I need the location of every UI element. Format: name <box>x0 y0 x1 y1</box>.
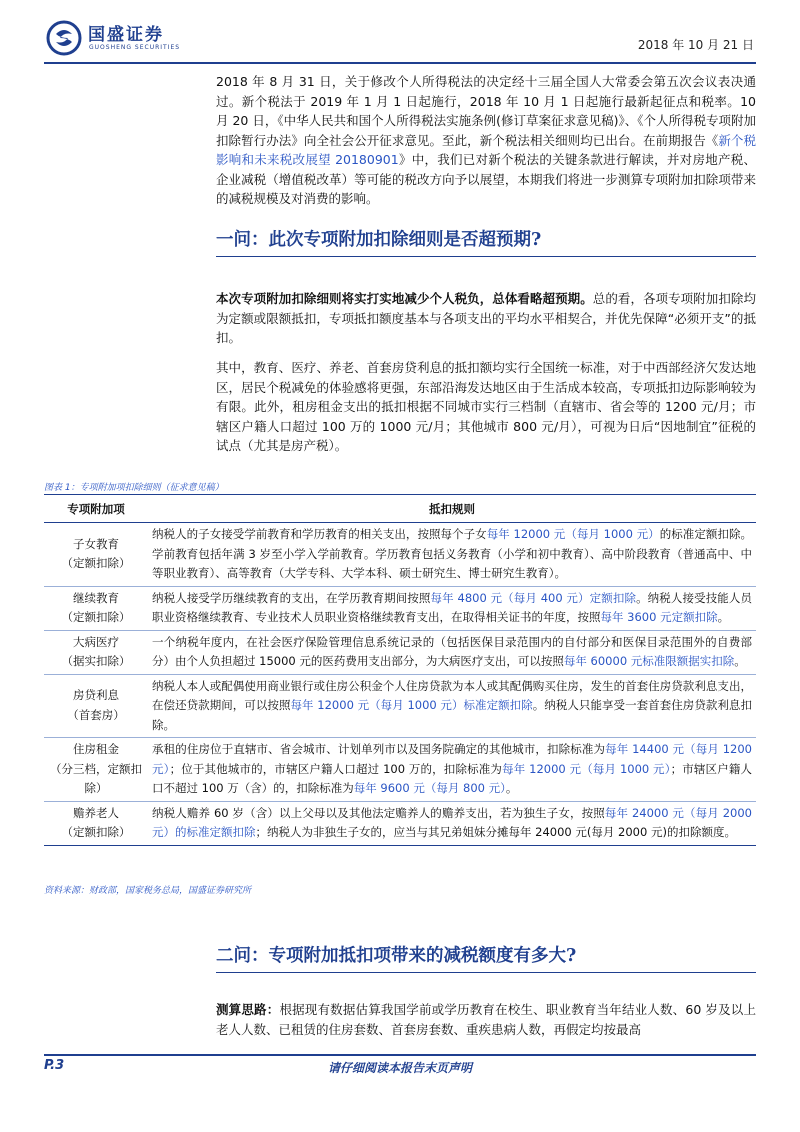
intro-text-1: 2018 年 8 月 31 日，关于修改个人所得税法的决定经十三届全国人大常委会第五次会议表决通过。新个税法于 2019 年 1 月 1 日起施行，2018 年 10 月 1 日起施行最新起征点和税率。10 月 20 日，《中华人民共和国个人所得税法实施条例(修订草案征求意见稿)》、《个人所得税专项附加扣除暂行办法》向全社会公开征求意见。至此，新个税法相关细则均已出台。在前期报告《 <box>216 74 756 148</box>
brand-name-en: GUOSHENG SECURITIES <box>89 44 181 51</box>
deduction-amount: 每年 12000 元（每月 1000 元） <box>502 761 671 776</box>
section1-key-point: 本次专项附加扣除细则将实打实地减少个人税负，总体看略超预期。 <box>216 291 593 306</box>
row-item-name: 房贷利息 （首套房） <box>44 674 148 738</box>
page-number: P.3 <box>44 1058 65 1073</box>
table-row-housing-rent <box>44 738 756 802</box>
section1-paragraph-1 <box>216 289 756 348</box>
column-header-rule: 抵扣规则 <box>148 495 756 523</box>
intro-text-2: 》中，我们已对新个税法的关键条款进行解读，并对房地产税、企业减税（增值税改革）等可能的税改方向予以展望，本期我们将进一步测算专项附加扣除项带来的减税规模及对消费的影响。 <box>216 152 756 206</box>
deduction-rules-table <box>44 494 756 846</box>
table-row-continuing-education <box>44 586 756 630</box>
row-rule: 纳税人接受学历继续教育的支出，在学历教育期间按照每年 4800 元（每月 400 元）定额扣除。纳税人接受技能人员职业资格继续教育、专业技术人员职业资格继续教育支出，在取得相关证书的年度，按照每年 3600 元定额扣除。 <box>148 586 756 630</box>
row-item-name: 赡养老人 （定额扣除） <box>44 801 148 845</box>
section1-paragraph-2: 其中，教育、医疗、养老、首套房贷利息的抵扣额均实行全国统一标准，对于中西部经济欠发达地区，居民个税减免的体验感将更强，东部沿海发达地区由于生活成本较高，专项抵扣边际影响较为有限。此外，租房租金支出的抵扣根据不同城市实行三档制（直辖市、省会等的 1200 元/月；市辖区户籍人口超过 100 万的 1000 元/月；其他城市 800 元/月），可视为日后“因地制宜”征税的试点（尤其是房产税）。 <box>216 360 756 453</box>
row-rule: 一个纳税年度内，在社会医疗保险管理信息系统记录的（包括医保目录范围内的自付部分和医保目录范围外的自费部分）由个人负担超过 15000 元的医药费用支出部分，为大病医疗支出，可以按照每年 60000 元标准限额据实扣除。 <box>148 630 756 674</box>
intro-paragraph <box>216 72 756 209</box>
table-row-serious-illness <box>44 630 756 674</box>
section2-text-1: 根据现有数据估算我国学前或学历教育在校生、职业教育当年结业人数、60 岁及以上老人人数、已租赁的住房套数、首套房套数、重疾患病人数，再假定均按最高 <box>216 1002 756 1037</box>
guosheng-logo-icon <box>46 20 82 56</box>
row-rule: 纳税人赡养 60 岁（含）以上父母以及其他法定赡养人的赡养支出，若为独生子女，按照每年 24000 元（每月 2000 元）的标准定额扣除；纳税人为非独生子女的，应当与其兄弟姐妹分摊每年 24000 元(每月 2000 元)的扣除额度。 <box>148 801 756 845</box>
table-row-elderly-support <box>44 801 756 845</box>
column-header-item: 专项附加项 <box>44 495 148 523</box>
section1-title: 一问：此次专项附加扣除细则是否超预期? <box>216 230 542 250</box>
table-caption: 图表 1：专项附加项扣除细则（征求意见稿） <box>44 483 224 493</box>
disclaimer-note: 请仔细阅读本报告末页声明 <box>327 1061 472 1075</box>
row-item-name: 住房租金 （分三档，定额扣除） <box>44 738 148 802</box>
deduction-amount: 每年 12000 元（每月 1000 元）标准定额扣除 <box>290 698 533 712</box>
brand-name: 国盛证券 <box>88 25 164 45</box>
table-source: 资料来源：财政部，国家税务总局，国盛证券研究所 <box>44 886 252 896</box>
row-rule: 纳税人本人或配偶使用商业银行或住房公积金个人住房贷款为本人或其配偶购买住房，发生的首套住房贷款利息支出，在偿还贷款期间，可以按照每年 12000 元（每月 1000 元）标准定额扣除。纳税人只能享受一套首套住房贷款利息扣除。 <box>148 674 756 738</box>
table-header-row <box>44 495 756 523</box>
deduction-amount: 每年 12000 元（每月 1000 元） <box>486 527 660 541</box>
deduction-amount: 每年 9600 元（每月 800 元） <box>353 781 506 795</box>
table-row-child-education <box>44 523 756 587</box>
report-date: 2018 年 10 月 21 日 <box>637 38 754 52</box>
section2-key-point: 测算思路： <box>216 1002 280 1017</box>
deduction-amount: 每年 60000 元标准限额据实扣除 <box>563 654 735 668</box>
section2-paragraph-1 <box>216 1000 756 1039</box>
page-header <box>44 14 756 62</box>
section2-title: 二问：专项附加抵扣项带来的减税额度有多大? <box>216 946 577 966</box>
row-rule: 纳税人的子女接受学前教育和学历教育的相关支出，按照每个子女每年 12000 元（每月 1000 元）的标准定额扣除。学前教育包括年满 3 岁至小学入学前教育。学历教育包括义务教育（小学和初中教育）、高中阶段教育（普通高中、中等职业教育）、高等教育（大学专科、大学本科、硕士研究生、博士研究生教育）。 <box>148 523 756 587</box>
table-row-mortgage-interest <box>44 674 756 738</box>
deduction-amount: 每年 14400 元（每月 1200 元） <box>152 742 752 776</box>
deduction-amount: 每年 4800 元（每月 400 元）定额扣除 <box>430 590 637 605</box>
prior-report-link[interactable]: 新个税影响和未来税改展望 20180901 <box>216 132 756 167</box>
row-item-name: 继续教育 （定额扣除） <box>44 586 148 630</box>
header-divider <box>44 62 756 64</box>
deduction-amount: 每年 24000 元（每月 2000 元）的标准定额扣除 <box>152 805 752 839</box>
section2-divider <box>216 972 756 973</box>
row-item-name: 大病医疗 （据实扣除） <box>44 630 148 674</box>
footer-divider <box>44 1054 756 1056</box>
section1-divider <box>216 256 756 257</box>
row-item-name: 子女教育 （定额扣除） <box>44 523 148 587</box>
row-rule: 承租的住房位于直辖市、省会城市、计划单列市以及国务院确定的其他城市，扣除标准为每年 14400 元（每月 1200 元）；位于其他城市的，市辖区户籍人口超过 100 万的，扣除标准为每年 12000 元（每月 1000 元）；市辖区户籍人口不超过 100 万（含）的，扣除标准为每年 9600 元（每月 800 元）。 <box>148 738 756 802</box>
deduction-amount: 每年 3600 元定额扣除 <box>600 610 718 624</box>
section1-text-1: 总的看，各项专项附加扣除均为定额或限额抵扣，专项抵扣额度基本与各项支出的平均水平相契合，并优先保障“必须开支”的抵扣。 <box>216 291 756 345</box>
